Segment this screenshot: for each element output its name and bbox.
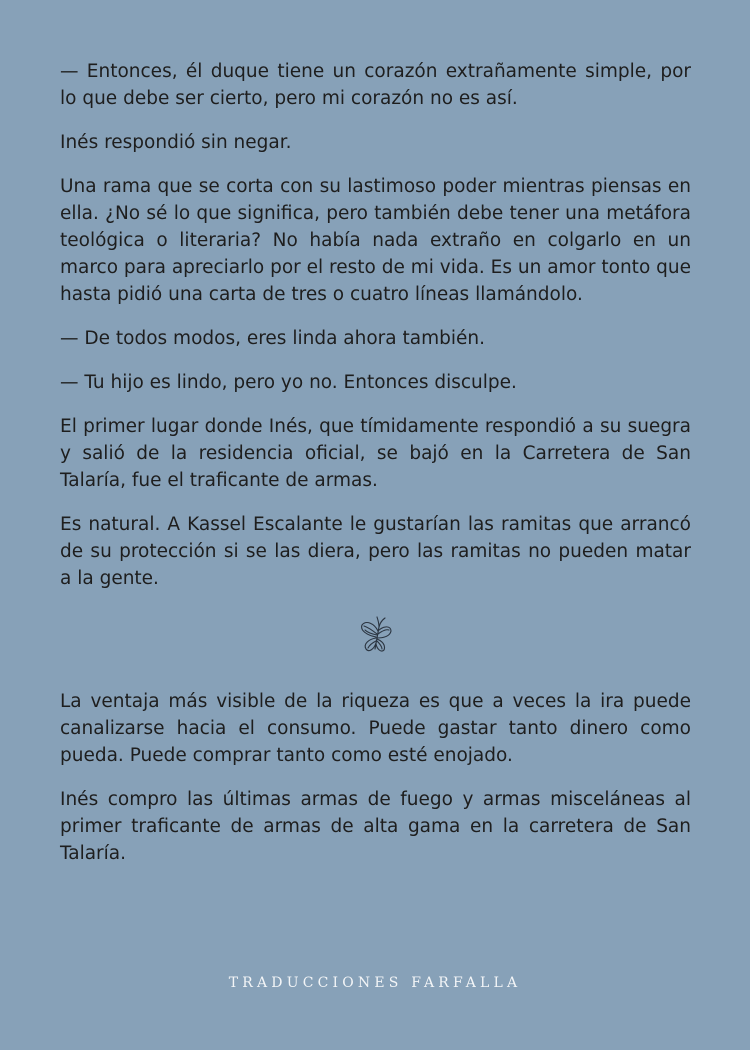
paragraph: — De todos modos, eres linda ahora también. xyxy=(60,328,485,349)
paragraph: Una rama que se corta con su lastimoso poder mientras piensas en ella. ¿No sé lo que significa, pero también debe tener una metáfora teológica o literaria? No había nada extraño en colgarlo en un marco para apreciarlo por el resto de mi vida. Es un amor tonto que hasta pidió una carta de tres o cuatro líneas llamándolo. xyxy=(60,176,691,305)
paragraph: — Entonces, él duque tiene un corazón extrañamente simple, por lo que debe ser cierto, pero mi corazón no es así. xyxy=(60,61,691,109)
paragraph: El primer lugar donde Inés, que tímidamente respondió a su suegra y salió de la residencia oficial, se bajó en la Carretera de San Talaría, fue el traficante de armas. xyxy=(60,416,691,491)
paragraph: Inés compro las últimas armas de fuego y armas misceláneas al primer traficante de armas de alta gama en la carretera de San Talaría. xyxy=(60,789,691,864)
butterfly-icon xyxy=(354,613,398,657)
section-divider xyxy=(60,610,691,660)
page-body xyxy=(60,58,691,884)
paragraph: Es natural. A Kassel Escalante le gustarían las ramitas que arrancó de su protección si se las diera, pero las ramitas no pueden matar a la gente. xyxy=(60,514,691,589)
paragraph: La ventaja más visible de la riqueza es que a veces la ira puede canalizarse hacia el consumo. Puede gastar tanto dinero como pueda. Puede comprar tanto como esté enojado. xyxy=(60,691,691,766)
paragraph: — Tu hijo es lindo, pero yo no. Entonces disculpe. xyxy=(60,372,517,393)
footer-credit: TRADUCCIONES FARFALLA xyxy=(228,975,522,991)
paragraph: Inés respondió sin negar. xyxy=(60,132,292,153)
